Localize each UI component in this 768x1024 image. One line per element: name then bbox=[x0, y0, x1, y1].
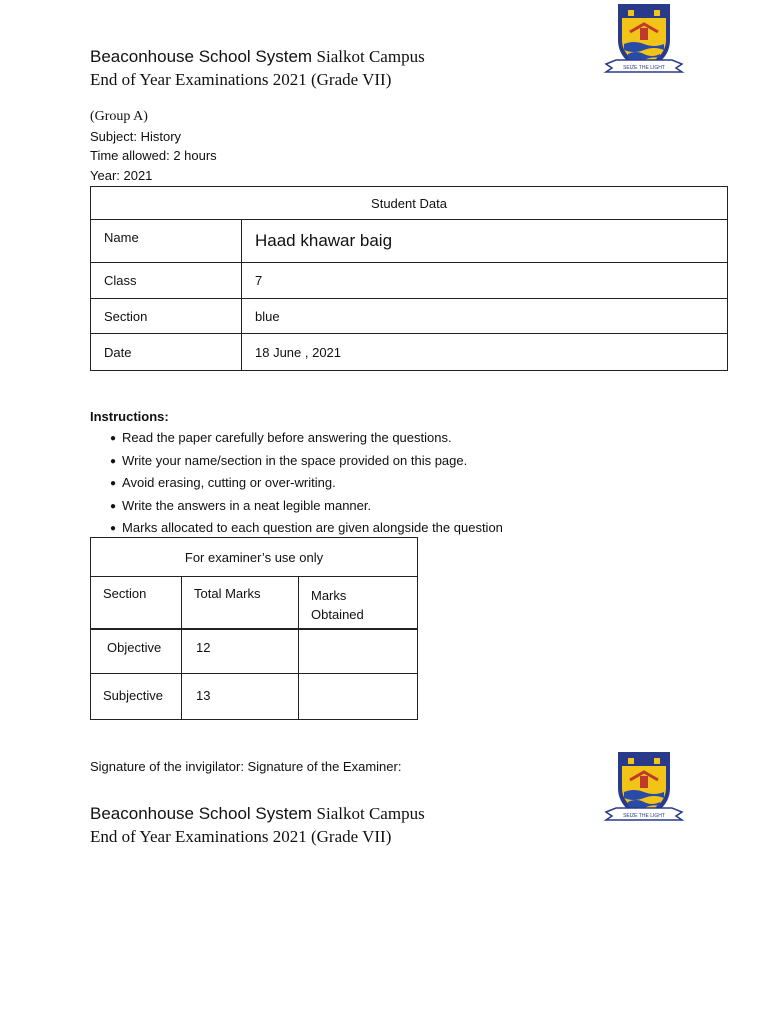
group-label: (Group A) bbox=[90, 109, 148, 124]
objective-label: Objective bbox=[91, 629, 182, 674]
column-header-total-marks: Total Marks bbox=[182, 577, 299, 629]
examiner-table-title: For examiner’s use only bbox=[91, 538, 418, 577]
table-row bbox=[91, 674, 418, 720]
section-value: blue bbox=[242, 299, 728, 334]
name-label: Name bbox=[91, 220, 242, 263]
student-data-table bbox=[90, 186, 728, 371]
svg-text:SEIZE THE LIGHT: SEIZE THE LIGHT bbox=[623, 65, 665, 71]
page-header bbox=[90, 46, 425, 91]
class-label: Class bbox=[91, 263, 242, 299]
subjective-marks-obtained bbox=[299, 674, 418, 720]
school-crest-logo bbox=[602, 750, 686, 824]
class-value: 7 bbox=[242, 263, 728, 299]
year-line: Year: 2021 bbox=[90, 168, 153, 183]
list-item: ● Write your name/section in the space provided on this page. bbox=[110, 451, 503, 474]
table-row bbox=[91, 187, 728, 220]
school-crest-logo bbox=[602, 2, 686, 76]
list-item: ● Avoid erasing, cutting or over-writing. bbox=[110, 473, 503, 496]
instructions-list bbox=[110, 428, 503, 541]
subjective-label: Subjective bbox=[91, 674, 182, 720]
campus-name: Sialkot Campus bbox=[316, 804, 425, 823]
date-label: Date bbox=[91, 334, 242, 371]
column-header-section: Section bbox=[91, 577, 182, 629]
section-label: Section bbox=[91, 299, 242, 334]
date-value: 18 June , 2021 bbox=[242, 334, 728, 371]
objective-total-marks: 12 bbox=[182, 629, 299, 674]
page-header-repeat bbox=[90, 803, 425, 848]
table-row bbox=[91, 334, 728, 371]
list-item: ● Read the paper carefully before answering the questions. bbox=[110, 428, 503, 451]
svg-text:SEIZE THE LIGHT: SEIZE THE LIGHT bbox=[623, 813, 665, 819]
objective-marks-obtained bbox=[299, 629, 418, 674]
signature-line: Signature of the invigilator: Signature of the Examiner: bbox=[90, 759, 402, 774]
instructions-title: Instructions: bbox=[90, 409, 169, 424]
column-header-marks-obtained: Marks Obtained bbox=[299, 577, 418, 629]
exam-title: End of Year Examinations 2021 (Grade VII) bbox=[90, 827, 392, 846]
list-item: ● Write the answers in a neat legible manner. bbox=[110, 496, 503, 519]
table-row bbox=[91, 538, 418, 577]
school-name: Beaconhouse School System bbox=[90, 47, 313, 66]
name-value: Haad khawar baig bbox=[242, 220, 728, 263]
list-item: ● Marks allocated to each question are given alongside the question bbox=[110, 518, 503, 541]
exam-title: End of Year Examinations 2021 (Grade VII) bbox=[90, 70, 392, 89]
table-row bbox=[91, 220, 728, 263]
subjective-total-marks: 13 bbox=[182, 674, 299, 720]
subject-line: Subject: History bbox=[90, 129, 182, 144]
table-row bbox=[91, 629, 418, 674]
student-table-title: Student Data bbox=[91, 187, 728, 220]
examiner-use-table bbox=[90, 537, 418, 720]
table-row bbox=[91, 263, 728, 299]
table-row bbox=[91, 577, 418, 629]
table-row bbox=[91, 299, 728, 334]
campus-name: Sialkot Campus bbox=[316, 47, 425, 66]
school-name: Beaconhouse School System bbox=[90, 804, 313, 823]
time-allowed-line: Time allowed: 2 hours bbox=[90, 148, 217, 163]
